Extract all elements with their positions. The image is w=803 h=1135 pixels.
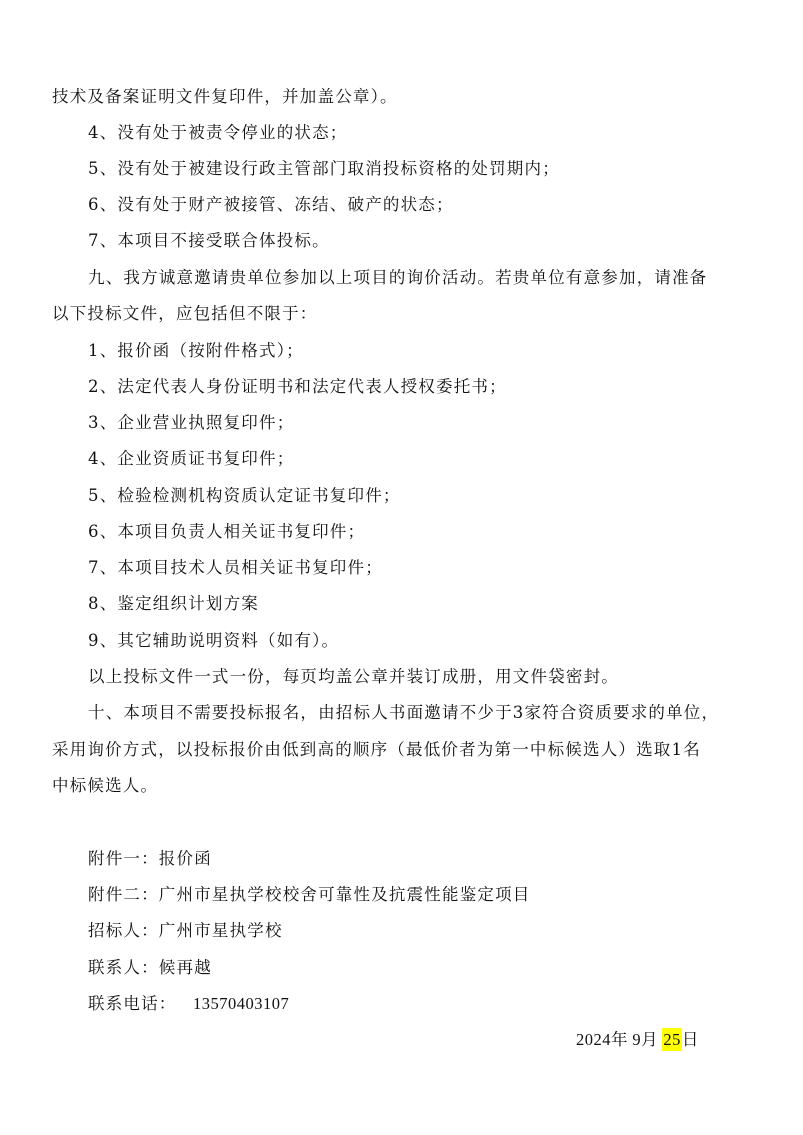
list-item: 5、检验检测机构资质认定证书复印件； bbox=[88, 486, 401, 505]
date-month: 9 bbox=[632, 1030, 642, 1049]
list-item: 1、报价函（按附件格式）； bbox=[88, 341, 304, 360]
list-item: 3、企业营业执照复印件； bbox=[88, 413, 295, 432]
phone-label: 联系电话： bbox=[88, 994, 177, 1013]
list-item: 4、没有处于被责令停业的状态； bbox=[88, 123, 348, 142]
attachment-one: 附件一：报价函 bbox=[88, 849, 212, 868]
date-year-unit: 年 bbox=[611, 1030, 629, 1049]
section-heading-nine: 九、我方诚意邀请贵单位参加以上项目的询价活动。若贵单位有意参加，请准备 bbox=[88, 268, 708, 287]
paragraph-line: 采用询价方式，以投标报价由低到高的顺序（最低价者为第一中标候选人）选取1名 bbox=[52, 740, 701, 759]
phone-number: 13570403107 bbox=[192, 994, 290, 1013]
section-heading-ten: 十、本项目不需要投标报名，由招标人书面邀请不少于3家符合资质要求的单位， bbox=[88, 703, 720, 722]
date-year: 2024 bbox=[576, 1030, 611, 1049]
list-item: 9、其它辅助说明资料（如有）。 bbox=[88, 631, 340, 650]
list-item: 8、鉴定组织计划方案 bbox=[88, 594, 259, 613]
date-day-highlighted: 25 bbox=[663, 1030, 681, 1049]
contact-person: 联系人：候再越 bbox=[88, 958, 212, 977]
attachment-two: 附件二：广州市星执学校校舍可靠性及抗震性能鉴定项目 bbox=[88, 885, 531, 904]
list-item: 5、没有处于被建设行政主管部门取消投标资格的处罚期内； bbox=[88, 159, 560, 178]
paragraph-line: 以上投标文件一式一份，每页均盖公章并装订成册，用文件袋密封。 bbox=[88, 667, 619, 686]
list-item: 7、本项目技术人员相关证书复印件； bbox=[88, 558, 383, 577]
paragraph-line: 以下投标文件，应包括但不限于： bbox=[52, 304, 318, 323]
signature-date bbox=[576, 1029, 699, 1051]
date-month-unit: 月 bbox=[641, 1030, 659, 1049]
list-item: 7、本项目不接受联合体投标。 bbox=[88, 231, 330, 250]
tenderer: 招标人：广州市星执学校 bbox=[88, 921, 283, 940]
paragraph-line: 中标候选人。 bbox=[52, 776, 159, 795]
list-item: 6、本项目负责人相关证书复印件； bbox=[88, 522, 366, 541]
list-item: 4、企业资质证书复印件； bbox=[88, 449, 295, 468]
list-item: 6、没有处于财产被接管、冻结、破产的状态； bbox=[88, 195, 454, 214]
contact-phone-row bbox=[88, 993, 289, 1015]
list-item: 2、法定代表人身份证明书和法定代表人授权委托书； bbox=[88, 377, 507, 396]
date-day-unit: 日 bbox=[681, 1030, 700, 1049]
paragraph-line: 技术及备案证明文件复印件，并加盖公章）。 bbox=[52, 87, 398, 106]
